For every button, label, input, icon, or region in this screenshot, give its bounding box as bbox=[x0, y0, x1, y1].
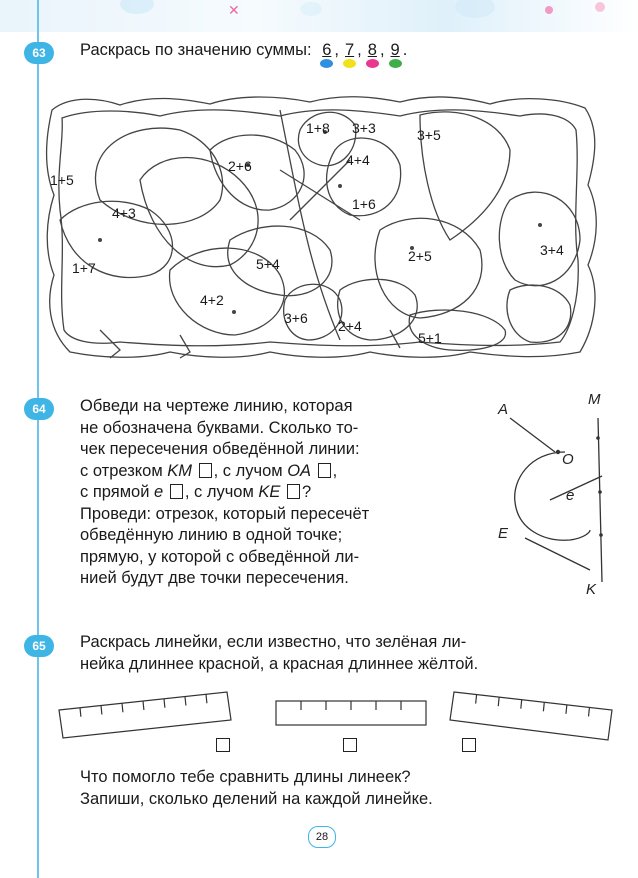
point-label-k: K bbox=[586, 581, 597, 598]
sum-value: 7 bbox=[345, 40, 354, 62]
maze-sum-label: 2+4 bbox=[338, 318, 362, 334]
curved-line bbox=[515, 452, 590, 540]
sum-value: 9 bbox=[391, 40, 400, 62]
text-line: нейка длиннее красной, а красная длиннее жёлтой. bbox=[80, 654, 479, 673]
ruler-middle[interactable] bbox=[272, 695, 432, 730]
answer-box[interactable] bbox=[199, 463, 212, 478]
color-answer-box[interactable] bbox=[216, 738, 230, 752]
maze-sum-label: 4+4 bbox=[346, 152, 370, 168]
sum-value: 6 bbox=[322, 40, 331, 62]
ray-oa bbox=[510, 418, 555, 452]
ray-name: OA bbox=[287, 461, 312, 480]
ray-ke bbox=[525, 538, 590, 570]
segment-name: KM bbox=[167, 461, 193, 480]
exercise-64-text bbox=[80, 396, 369, 590]
page-number: 28 bbox=[308, 826, 336, 848]
text-line bbox=[80, 482, 369, 504]
maze-sum-label: 1+8 bbox=[306, 120, 330, 136]
decor-dot-icon bbox=[595, 2, 605, 12]
maze-sum-label: 4+3 bbox=[112, 205, 136, 221]
exercise-65-questions bbox=[80, 767, 433, 810]
ray-name: KE bbox=[258, 483, 281, 501]
text-line: не обозначена буквами. Сколько то- bbox=[80, 418, 359, 437]
text-line: Раскрась линейки, если известно, что зелёная ли- bbox=[80, 633, 467, 651]
maze-sum-label: 3+3 bbox=[352, 120, 376, 136]
maze-sum-label: 1+7 bbox=[72, 260, 96, 276]
point-label-m: M bbox=[588, 391, 601, 408]
text-fragment: , с лучом bbox=[184, 483, 254, 501]
separator: , bbox=[334, 41, 339, 59]
color-answer-box[interactable] bbox=[462, 738, 476, 752]
separator: , bbox=[379, 41, 385, 59]
text-fragment: , с лучом bbox=[213, 461, 283, 480]
text-fragment: с прямой bbox=[80, 483, 150, 501]
point-label-e: E bbox=[498, 525, 509, 542]
text-line: Обведи на чертеже линию, которая bbox=[80, 397, 353, 415]
maze-sum-label: 3+4 bbox=[540, 242, 564, 258]
color-dot-icon bbox=[389, 59, 402, 68]
text-fragment: ? bbox=[302, 483, 312, 501]
line-name: e bbox=[154, 483, 164, 501]
color-dot-icon bbox=[366, 59, 379, 68]
maze-sum-label: 1+5 bbox=[50, 172, 74, 188]
maze-sum-label: 1+6 bbox=[352, 196, 376, 212]
separator: . bbox=[402, 41, 408, 59]
color-answer-box[interactable] bbox=[343, 738, 357, 752]
decor-dot-icon bbox=[545, 6, 553, 14]
point-label-a: A bbox=[498, 401, 509, 418]
maze-sum-label: 3+6 bbox=[284, 310, 308, 326]
maze-sum-label: 3+5 bbox=[417, 127, 441, 143]
text-fragment: с отрезком bbox=[80, 461, 163, 480]
maze-sum-label: 4+2 bbox=[200, 292, 224, 308]
answer-box[interactable] bbox=[318, 463, 331, 478]
exercise-number-badge: 65 bbox=[24, 635, 54, 657]
text-line: Проведи: отрезок, который пересечёт bbox=[80, 504, 370, 523]
text-line bbox=[80, 461, 369, 483]
exercise-number-badge: 63 bbox=[24, 42, 54, 64]
exercise-number-badge: 64 bbox=[24, 398, 54, 420]
color-dot-icon bbox=[343, 59, 356, 68]
maze-sum-label: 2+6 bbox=[228, 158, 252, 174]
segment-km bbox=[598, 418, 602, 582]
margin-line bbox=[37, 0, 39, 878]
text-line: Что помогло тебе сравнить длины линеек? bbox=[80, 768, 411, 786]
sum-value: 8 bbox=[368, 40, 377, 62]
maze-sum-label: 5+1 bbox=[418, 330, 442, 346]
text-fragment: , bbox=[332, 461, 338, 480]
exercise-63-instruction bbox=[80, 40, 407, 62]
ruler-left[interactable] bbox=[55, 688, 235, 748]
geometry-drawing bbox=[490, 390, 615, 600]
decor-cross-icon: ✕ bbox=[228, 2, 240, 18]
answer-box[interactable] bbox=[287, 484, 300, 499]
separator: , bbox=[357, 41, 362, 59]
line-e bbox=[550, 476, 602, 500]
text-line: Запиши, сколько делений на каждой линейке. bbox=[80, 789, 433, 808]
text-line: прямую, у которой с обведённой ли- bbox=[80, 547, 360, 566]
maze-sum-label: 2+5 bbox=[408, 248, 432, 264]
sum-values bbox=[316, 41, 407, 59]
text-line: чек пересечения обведённой линии: bbox=[80, 440, 360, 458]
exercise-65-text bbox=[80, 632, 478, 675]
text-line: нией будут две точки пересечения. bbox=[80, 569, 349, 587]
answer-box[interactable] bbox=[170, 484, 183, 499]
maze-sum-label: 5+4 bbox=[256, 256, 280, 272]
point-label-o: O bbox=[562, 451, 574, 468]
decor-bubble bbox=[300, 2, 322, 16]
instruction-text: Раскрась по значению суммы: bbox=[80, 41, 312, 59]
color-dot-icon bbox=[320, 59, 333, 68]
line-label-e: e bbox=[566, 487, 575, 504]
text-line: обведённую линию в одной точке; bbox=[80, 526, 343, 544]
